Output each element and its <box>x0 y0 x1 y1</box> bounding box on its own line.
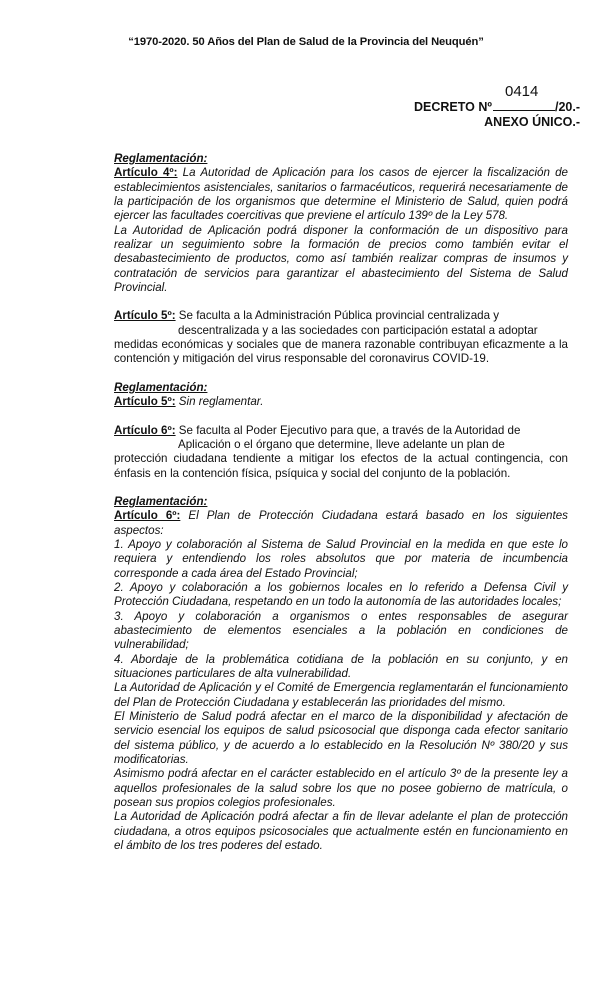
article-text-line: descentralizada y a las sociedades con participación estatal a adoptar <box>178 323 538 337</box>
list-item: 2. Apoyo y colaboración a los gobiernos locales en lo referido a Defensa Civil y Protección Ciudadana, respetando en un todo la autonomía de las autoridades locales; <box>114 580 568 609</box>
decree-number-line <box>414 83 580 115</box>
regulation-heading: Reglamentación: <box>114 494 208 508</box>
decree-number-field <box>493 83 555 111</box>
regulation-article-6 <box>114 495 568 854</box>
decree-suffix: /20.- <box>554 100 580 114</box>
page-header-title: “1970-2020. 50 Años del Plan de Salud de la Provincia del Neuquén” <box>128 36 484 48</box>
article-label: Artículo 5º: <box>114 309 176 323</box>
article-paragraph <box>114 309 568 323</box>
list-item: 4. Abordaje de la problemática cotidiana de la población en su conjunto, y en situaciones particulares de alta vulnerabilidad. <box>114 652 568 680</box>
list-item: 1. Apoyo y colaboración al Sistema de Salud Provincial en la medida en que este lo requiera y entendiendo los roles absolutos que por materia de incumbencia corresponde a cada área del Estado Provincial; <box>114 537 568 580</box>
document-body <box>114 152 568 867</box>
decree-label: DECRETO Nº <box>414 100 492 114</box>
regulation-paragraph <box>114 509 568 538</box>
article-label: Artículo 6º: <box>114 423 176 437</box>
regulation-heading: Reglamentación: <box>114 152 208 165</box>
regulation-article-4 <box>114 152 568 295</box>
article-text-line: Se faculta a la Administración Pública provincial centralizada y <box>175 309 500 323</box>
article-label: Artículo 4º: <box>114 166 178 180</box>
article-text: medidas económicas y sociales que de manera razonable contribuyan eficazmente a la contención y mitigación del virus responsable del coronavirus COVID-19. <box>114 338 568 366</box>
article-label: Artículo 6º: <box>114 509 181 523</box>
annex-label: ANEXO ÚNICO.- <box>484 115 580 129</box>
regulation-paragraph <box>114 166 568 223</box>
list-item: 3. Apoyo y colaboración a organismos o entes responsables de asegurar abastecimiento de elementos esenciales a la población en condiciones de vulnerabilidad; <box>114 609 568 652</box>
article-text: protección ciudadana tendiente a mitigar los efectos de la actual contingencia, con énfasis en la contención física, psíquica y social del conjunto de la población. <box>114 452 568 480</box>
regulation-paragraph: Asimismo podrá afectar en el carácter establecido en el artículo 3º de la presente ley a aquellos profesionales de la salud sobre los que no posee gobierno de matrícula, o posean sus propios colegios profesionales. <box>114 767 568 810</box>
paragraph-text: El Plan de Protección Ciudadana estará basado en los siguientes aspectos: <box>114 509 568 537</box>
regulation-paragraph <box>114 395 568 409</box>
paragraph-text: La Autoridad de Aplicación para los casos de ejercer la fiscalización de establecimientos asistenciales, sanitarios o farmacéuticos, requerirá necesariamente de la participación de los organismos que determine el Ministerio de Salud, quien podrá ejercer las facultades coercitivas que previene el artículo 139º de la Ley 578. <box>114 166 568 223</box>
regulation-article-5 <box>114 381 568 410</box>
decree-number: 0414 <box>504 83 539 100</box>
regulation-paragraph: La Autoridad de Aplicación y el Comité de Emergencia reglamentarán el funcionamiento del Plan de Protección Ciudadana y establecerán las prioridades del mismo. <box>114 681 568 709</box>
paragraph-text: Sin reglamentar. <box>175 395 264 409</box>
article-paragraph <box>114 424 568 438</box>
decree-block <box>414 83 580 130</box>
article-5 <box>114 309 568 366</box>
regulation-heading: Reglamentación: <box>114 380 208 394</box>
article-text-line: Aplicación o el órgano que determine, lleve adelante un plan de <box>178 437 505 451</box>
regulation-paragraph: La Autoridad de Aplicación podrá afectar a fin de llevar adelante el plan de protección ciudadana, a otros equipos psicosociales que actualmente estén en funcionamiento en el ámbito de los tres poderes del estado. <box>114 810 568 853</box>
article-6 <box>114 424 568 481</box>
regulation-paragraph: El Ministerio de Salud podrá afectar en el marco de la disponibilidad y afectación de servicio esencial los equipos de salud psicosocial que disponga cada efector sanitario del sistema público, y de acuerdo a lo establecido en la Resolución Nº 380/20 y sus modificatorias. <box>114 710 568 767</box>
article-label: Artículo 5º: <box>114 395 176 409</box>
regulation-paragraph: La Autoridad de Aplicación podrá disponer la conformación de un dispositivo para realizar un seguimiento sobre la formación de precios como también evitar el desabastecimiento de productos, como así también realizar compras de insumos y contratación de servicios para garantizar el abastecimiento del Sistema de Salud Provincial. <box>114 223 568 295</box>
article-text-line: Se faculta al Poder Ejecutivo para que, a través de la Autoridad de <box>175 423 521 437</box>
